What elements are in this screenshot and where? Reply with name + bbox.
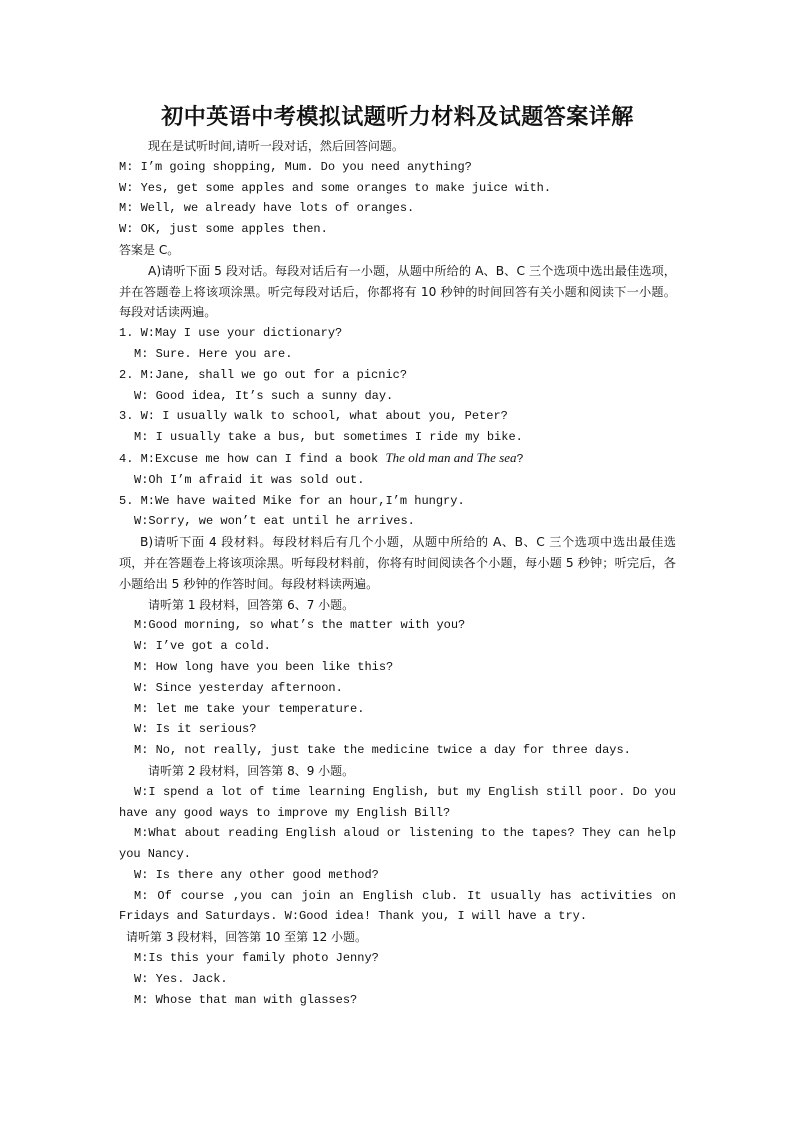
dialogue-5-reply: W:Sorry, we won’t eat until he arrives. — [134, 514, 415, 529]
document-page — [119, 100, 676, 1010]
material-1-line: W: I’ve got a cold. — [134, 639, 271, 654]
material-2-line: M: Of course ,you can join an English club. It usually has activities on Fridays and Saturdays. W:Good idea! Thank you, I will have a try. — [119, 888, 676, 924]
example-line: M: I’m going shopping, Mum. Do you need anything? — [119, 159, 472, 174]
document-title: 初中英语中考模拟试题听力材料及试题答案详解 — [161, 104, 634, 130]
material-1-line: M: How long have you been like this? — [134, 659, 394, 674]
material-3-line: W: Yes. Jack. — [134, 971, 228, 986]
section-b-instructions: B)请听下面 4 段材料。每段材料后有几个小题，从题中所给的 A、B、C 三个选项中选出最佳选项，并在答题卷上将该项涂黑。听每段材料前，你将有时间阅读各个小题，每小题 5 秒钟；听完后，各小题给出 5 秒钟的作答时间。每段材料读两遍。 — [119, 535, 676, 591]
example-line: M: Well, we already have lots of oranges. — [119, 201, 415, 216]
material-2-intro: 请听第 2 段材料，回答第 8、9 小题。 — [148, 763, 355, 778]
dialogue-5-question: 5. M:We have waited Mike for an hour,I’m hungry. — [119, 493, 465, 508]
material-1-line: M:Good morning, so what’s the matter with you? — [134, 618, 466, 633]
material-2-line: M:What about reading English aloud or listening to the tapes? They can help you Nancy. — [119, 826, 676, 862]
dialogue-2-question: 2. M:Jane, shall we go out for a picnic? — [119, 367, 408, 382]
material-1-line: W: Is it serious? — [134, 722, 257, 737]
material-3-intro: 请听第 3 段材料，回答第 10 至第 12 小题。 — [126, 930, 368, 945]
section-a-instructions: A)请听下面 5 段对话。每段对话后有一小题，从题中所给的 A、B、C 三个选项中选出最佳选项，并在答题卷上将该项涂黑。听完每段对话后，你都将有 10 秒钟的时间回答有关小题和阅读下一小题。每段对话读两遍。 — [119, 263, 676, 320]
dialogue-1-reply: M: Sure. Here you are. — [134, 346, 293, 361]
dialogue-4-suffix: ? — [516, 451, 524, 466]
dialogue-4-question — [119, 448, 676, 470]
material-3-line: M:Is this your family photo Jenny? — [134, 951, 379, 966]
dialogue-3-question: 3. W: I usually walk to school, what about you, Peter? — [119, 409, 508, 424]
material-2-line: W: Is there any other good method? — [134, 867, 379, 882]
material-2-line: W:I spend a lot of time learning English, but my English still poor. Do you have any good ways to improve my English Bill? — [119, 784, 676, 820]
dialogue-2-reply: W: Good idea, It’s such a sunny day. — [134, 388, 394, 403]
example-answer: 答案是 C。 — [119, 242, 180, 257]
dialogue-3-reply: M: I usually take a bus, but sometimes I ride my bike. — [134, 430, 523, 445]
book-title: The old man and The sea — [385, 449, 517, 465]
material-1-intro: 请听第 1 段材料，回答第 6、7 小题。 — [148, 597, 355, 612]
example-line: W: OK, just some apples then. — [119, 222, 328, 237]
material-1-line: M: No, not really, just take the medicine twice a day for three days. — [134, 743, 631, 758]
example-intro: 现在是试听时间,请听一段对话，然后回答问题。 — [148, 139, 404, 153]
material-1-line: M: let me take your temperature. — [134, 701, 365, 716]
material-3-line: M: Whose that man with glasses? — [134, 992, 358, 1007]
dialogue-4-reply: W:Oh I’m afraid it was sold out. — [134, 472, 365, 487]
material-1-line: W: Since yesterday afternoon. — [134, 680, 343, 695]
example-line: W: Yes, get some apples and some oranges to make juice with. — [119, 180, 552, 195]
dialogue-1-question: 1. W:May I use your dictionary? — [119, 326, 343, 341]
dialogue-4-prefix: 4. M:Excuse me how can I find a book — [119, 451, 386, 466]
